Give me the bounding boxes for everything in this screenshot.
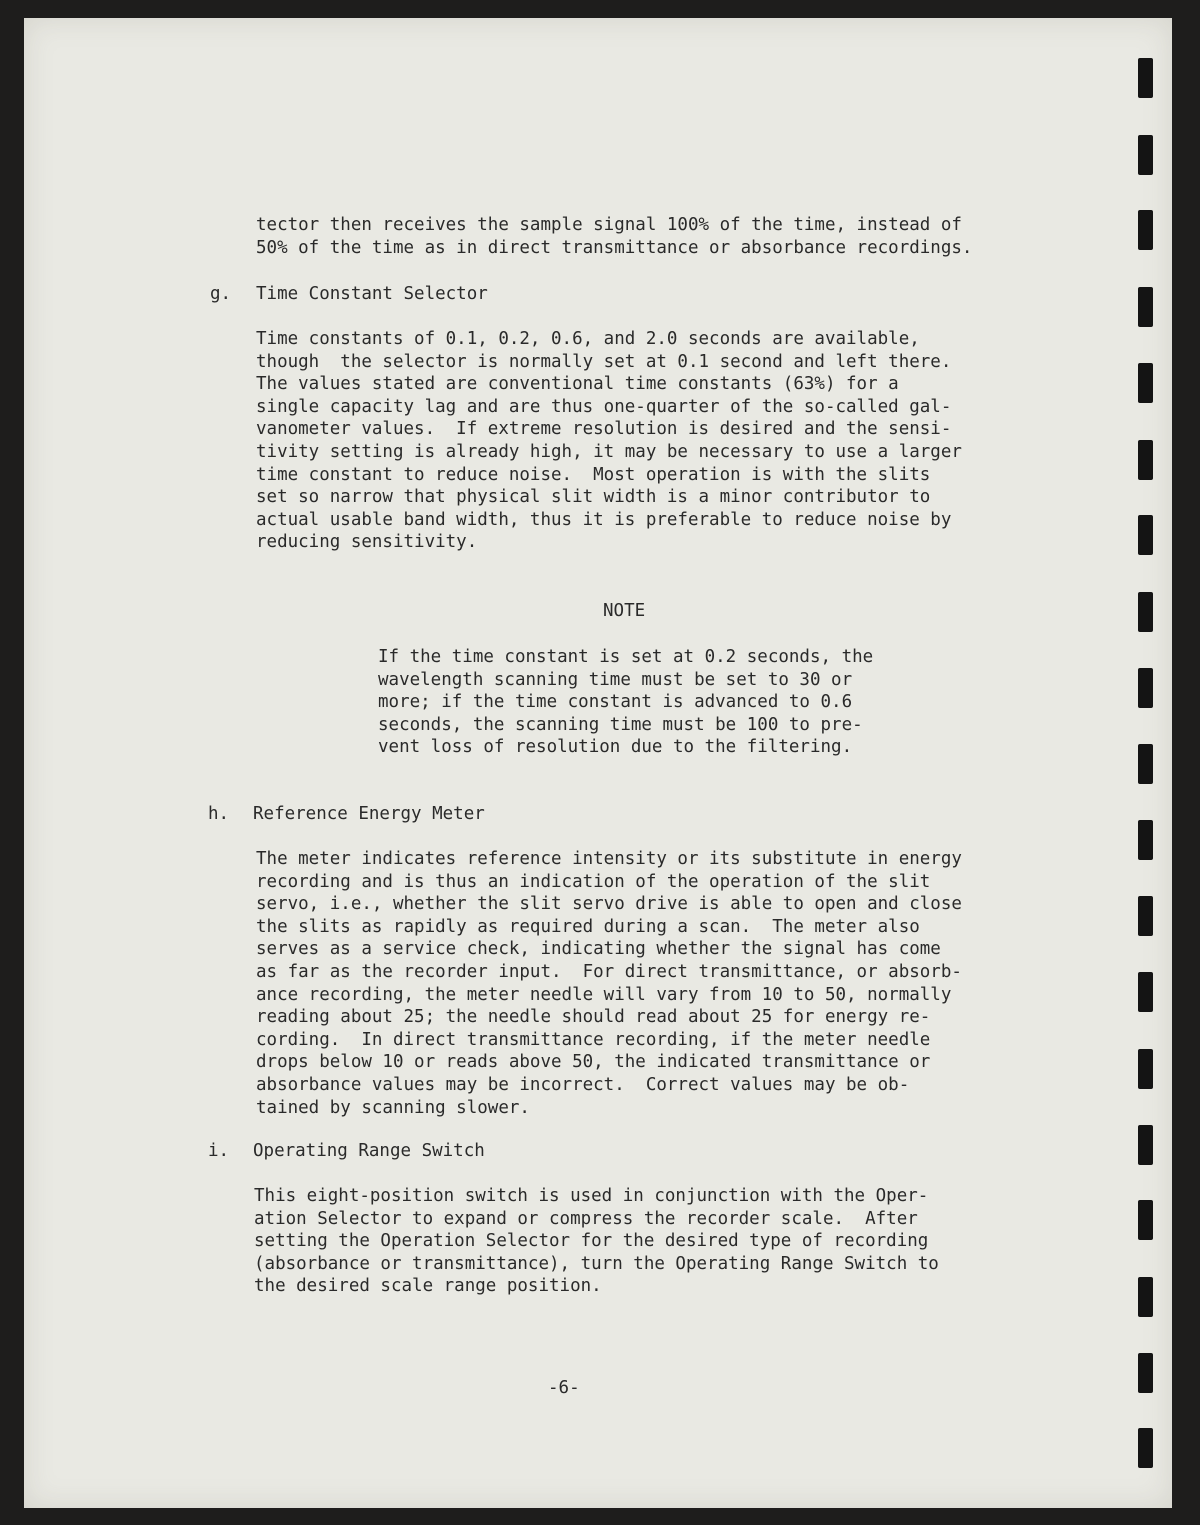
binding-hole bbox=[1138, 1277, 1153, 1317]
page-number: -6- bbox=[548, 1378, 580, 1398]
section-h-title: Reference Energy Meter bbox=[253, 804, 485, 824]
binding-hole bbox=[1138, 592, 1153, 632]
binding-hole bbox=[1138, 1428, 1153, 1468]
binding-hole bbox=[1138, 972, 1153, 1012]
binding-hole bbox=[1138, 210, 1153, 250]
binding-hole bbox=[1138, 1125, 1153, 1165]
note-title: NOTE bbox=[603, 601, 646, 621]
note-body: If the time constant is set at 0.2 seconds, the wavelength scanning time must be set to 30 or more; if the time constant is advanced to 0.6 seconds, the scanning time must be 100 to pre- vent loss of resolution due to the filtering. bbox=[378, 647, 874, 758]
binding-hole bbox=[1138, 1200, 1153, 1240]
binding-hole bbox=[1138, 896, 1153, 936]
section-g-letter: g. bbox=[210, 284, 232, 304]
binding-hole bbox=[1138, 135, 1153, 175]
binding-hole bbox=[1138, 668, 1153, 708]
binding-hole bbox=[1138, 363, 1153, 403]
binding-hole bbox=[1138, 515, 1153, 555]
section-g-title: Time Constant Selector bbox=[256, 284, 488, 304]
binding-hole bbox=[1138, 440, 1153, 480]
binding-hole bbox=[1138, 287, 1153, 327]
binding-hole bbox=[1138, 1049, 1153, 1089]
section-i-body: This eight-position switch is used in conjunction with the Oper- ation Selector to expand or compress the recorder scale. After setting the Operation Selector for the desired type of recording (absorbance or transmittance), turn the Operating Range Switch to the desired scale range position. bbox=[254, 1186, 939, 1297]
section-i-title: Operating Range Switch bbox=[253, 1141, 485, 1161]
binding-hole bbox=[1138, 58, 1153, 98]
binding-hole bbox=[1138, 744, 1153, 784]
binding-hole bbox=[1138, 1353, 1153, 1393]
binding-hole bbox=[1138, 820, 1153, 860]
section-h-body: The meter indicates reference intensity or its substitute in energy recording and is thus an indication of the operation of the slit servo, i.e., whether the slit servo drive is able to open and close the slits as rapidly as required during a scan. The meter also serves as a service check, indicating whether the signal has come as far as the recorder input. For direct transmittance, or absorb- ance recording, the meter needle will vary from 10 to 50, normally reading about 25; the needle should read about 25 for energy re- cording. In direct transmittance recording, if the meter needle drops below 10 or reads above 50, the indicated transmittance or absorbance values may be incorrect. Correct values may be ob- tained by scanning slower. bbox=[256, 849, 962, 1118]
section-i-letter: i. bbox=[208, 1141, 230, 1161]
intro-paragraph: tector then receives the sample signal 100% of the time, instead of 50% of the time as in direct transmittance or absorbance recordings. bbox=[256, 215, 973, 258]
section-g-body: Time constants of 0.1, 0.2, 0.6, and 2.0 seconds are available, though the selector is normally set at 0.1 second and left there. The values stated are conventional time constants (63%) for a single capacity lag and are thus one-quarter of the so-called gal- vanometer values. If extreme resolution is desired and the sensi- tivity setting is already high, it may be necessary to use a larger time constant to reduce noise. Most operation is with the slits set so narrow that physical slit width is a minor contributor to actual usable band width, thus it is preferable to reduce noise by reducing sensitivity. bbox=[256, 329, 962, 553]
section-h-letter: h. bbox=[208, 804, 230, 824]
